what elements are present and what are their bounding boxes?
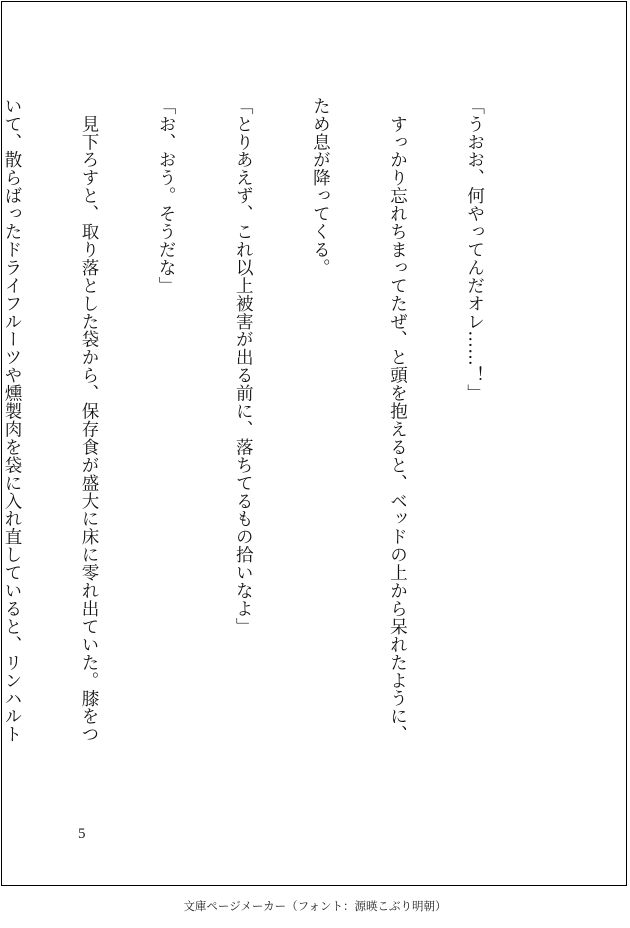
text-line: 「お、おう。そうだな」 [156,97,177,295]
vertical-text-block [0,97,538,797]
text-line: ため息が降ってくる。 [310,97,331,277]
text-line: すっかり忘れちまってたぜ、と頭を抱えると、ベッドの上から呆れたように、 [387,97,408,744]
text-line: 見下ろすと、取り落とした袋から、保存食が盛大に床に零れ出ていた。膝をつ [79,97,100,744]
page-number: 5 [78,826,86,842]
text-line: いて、散らばったドライフルーツや燻製肉を袋に入れ直していると、リンハルト [1,97,22,744]
text-line: 「とりあえず、これ以上被害が出る前に、落ちてるもの拾いなよ」 [233,97,254,636]
footer-credit: 文庫ページメーカー（フォント：源暎こぶり明朝） [183,899,447,913]
text-line: 「うおお、何やってんだオレ……！」 [464,97,485,403]
page-frame [1,1,627,886]
